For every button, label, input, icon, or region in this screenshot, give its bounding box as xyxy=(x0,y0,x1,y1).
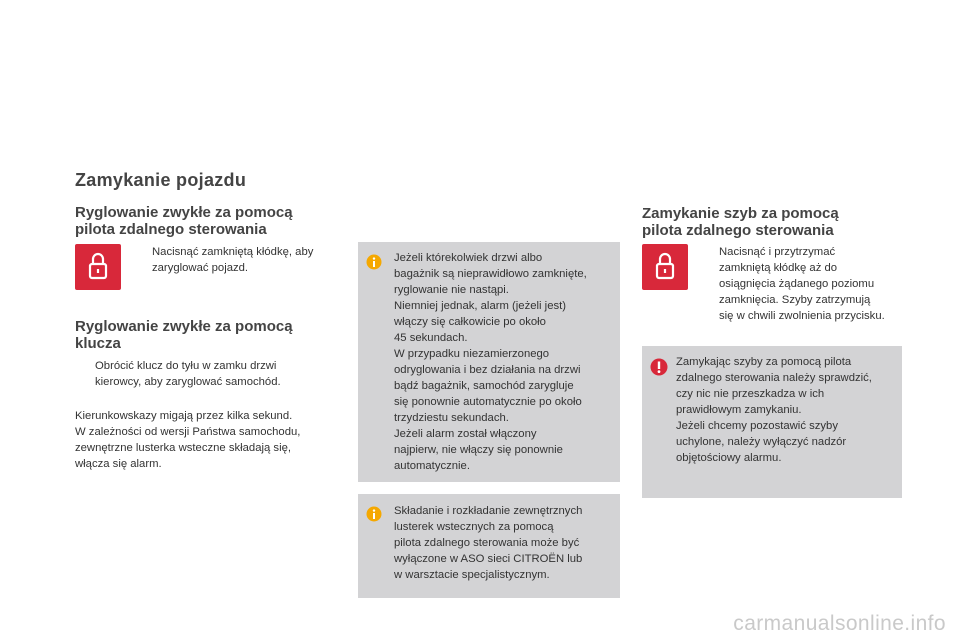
bullet-glyph xyxy=(132,244,152,276)
text-line: Zamykając szyby za pomocą pilota xyxy=(676,356,852,368)
text-line: Jeżeli którekolwiek drzwi albo xyxy=(394,252,543,264)
text-line: zdalnego sterowania należy sprawdzić, xyxy=(676,372,872,384)
text-line: wyłączone w ASO sieci CITROËN lub xyxy=(394,553,583,565)
text-line: objętościowy alarmu. xyxy=(676,452,782,464)
heading-line: Zamykanie szyb za pomocą xyxy=(642,205,839,222)
heading-line: pilota zdalnego sterowania xyxy=(75,221,267,238)
warning-box-windows xyxy=(642,346,902,498)
heading-line: klucza xyxy=(75,335,121,352)
warning-icon xyxy=(650,358,668,376)
text-line: trzydziestu sekundach. xyxy=(394,412,509,424)
text-line: 45 sekundach. xyxy=(394,332,468,344)
text-line: Jeżeli alarm został włączony xyxy=(394,428,537,440)
text-line: zamknięcia. Szyby zatrzymują xyxy=(719,294,871,306)
text-line: kierowcy, aby zaryglować samochód. xyxy=(95,376,281,388)
text-line: czy nic nie przeszkadza w ich xyxy=(676,388,825,400)
text-line: włączy się całkowicie po około xyxy=(394,316,546,328)
page-title: Zamykanie pojazdu xyxy=(75,170,247,190)
watermark: carmanualsonline.info xyxy=(733,612,946,635)
section-heading-remote-lock xyxy=(75,204,293,238)
text-line: zaryglować pojazd. xyxy=(152,262,249,274)
info-box-mirrors xyxy=(358,494,620,598)
warning-note-text xyxy=(676,354,872,466)
text-line: w warsztacie specjalistycznym. xyxy=(394,569,550,581)
text-line: uchylone, należy wyłączyć nadzór xyxy=(676,436,847,448)
text-line: lusterek wstecznych za pomocą xyxy=(394,521,554,533)
text-line: Nacisnąć i przytrzymać xyxy=(719,246,836,258)
text-line: się ponownie automatycznie po około xyxy=(394,396,582,408)
text-line: włącza się alarm. xyxy=(75,458,162,470)
text-line: osiągnięcia żądanego poziomu xyxy=(719,278,875,290)
bullet-windows xyxy=(699,244,885,324)
text-line: bagażnik są nieprawidłowo zamknięte, xyxy=(394,268,587,280)
bullet-remote-lock xyxy=(132,244,313,276)
text-line: Niemniej jednak, alarm (jeżeli jest) xyxy=(394,300,567,312)
text-line: Nacisnąć zamkniętą kłódkę, aby xyxy=(152,246,314,258)
bullet-key-lock xyxy=(75,358,281,390)
text-line: zamkniętą kłódkę aż do xyxy=(719,262,838,274)
info-box-locking xyxy=(358,242,620,482)
info-note-text xyxy=(394,250,587,474)
text-line: prawidłowym zamykaniu. xyxy=(676,404,802,416)
text-line: Jeżeli chcemy pozostawić szyby xyxy=(676,420,838,432)
heading-line: Ryglowanie zwykłe za pomocą xyxy=(75,204,293,221)
text-line: się w chwili zwolnienia przycisku. xyxy=(719,310,885,322)
info-note-text xyxy=(394,503,582,583)
lock-paragraph xyxy=(75,408,300,472)
info-icon xyxy=(366,254,382,270)
bullet-glyph xyxy=(75,358,95,390)
text-line: odryglowania i bez działania na drzwi xyxy=(394,364,581,376)
text-line: pilota zdalnego sterowania może być xyxy=(394,537,580,549)
heading-line: Ryglowanie zwykłe za pomocą xyxy=(75,318,293,335)
info-icon xyxy=(366,506,382,522)
text-line: najpierw, nie włączy się ponownie xyxy=(394,444,563,456)
text-line: Kierunkowskazy migają przez kilka sekund. xyxy=(75,410,293,422)
lock-icon xyxy=(642,244,688,290)
bullet-glyph xyxy=(699,244,719,324)
lock-icon xyxy=(75,244,121,290)
text-line: ryglowanie nie nastąpi. xyxy=(394,284,509,296)
text-line: W przypadku niezamierzonego xyxy=(394,348,550,360)
text-line: zewnętrzne lusterka wsteczne składają się, xyxy=(75,442,291,454)
text-line: automatycznie. xyxy=(394,460,470,472)
text-line: Składanie i rozkładanie zewnętrznych xyxy=(394,505,583,517)
text-line: W zależności od wersji Państwa samochodu, xyxy=(75,426,301,438)
section-heading-key-lock xyxy=(75,318,293,352)
section-heading-windows xyxy=(642,205,839,239)
heading-line: pilota zdalnego sterowania xyxy=(642,222,834,239)
text-line: Obrócić klucz do tyłu w zamku drzwi xyxy=(95,360,277,372)
text-line: bądź bagażnik, samochód zarygluje xyxy=(394,380,574,392)
